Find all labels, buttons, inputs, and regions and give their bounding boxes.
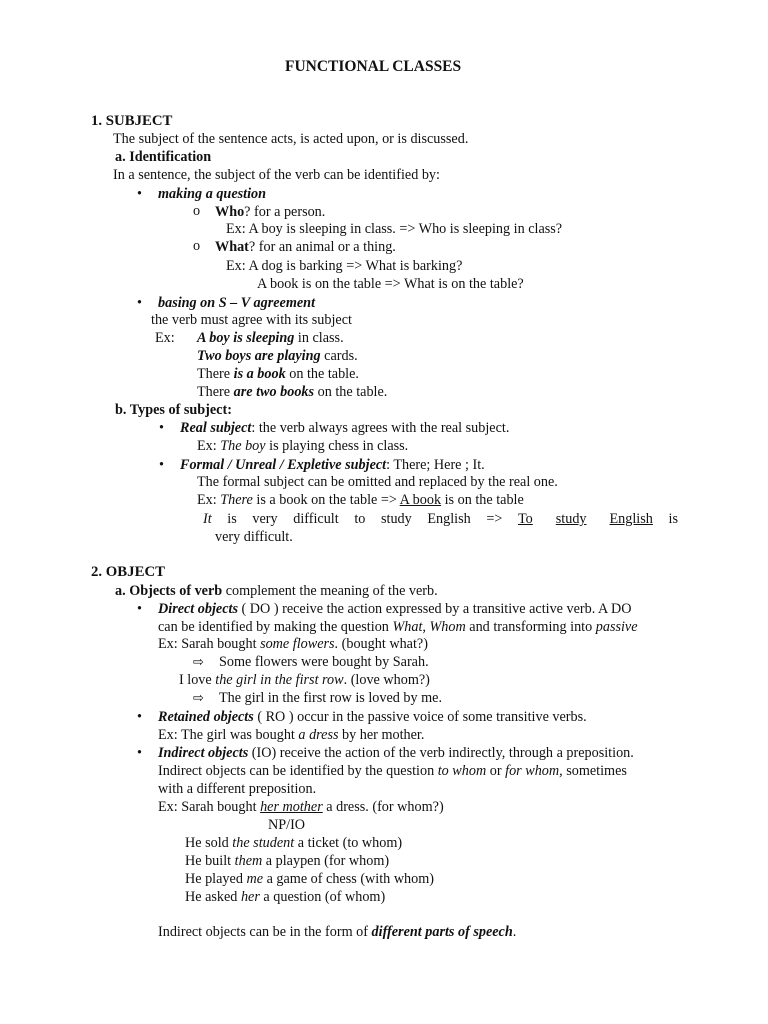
real-ex-rest: is playing chess in class. [265, 438, 409, 454]
io-np-label: NP/IO [268, 817, 306, 833]
io-ex-underline: her mother [260, 799, 323, 815]
io-s2-rest: a playpen (for whom) [262, 853, 390, 869]
io-s3-italic: me [246, 871, 264, 887]
do-example-1-passive: ⇨ Some flowers were bought by Sarah. [219, 654, 429, 671]
io-final-pre: Indirect objects can be in the form of [158, 924, 372, 940]
it-word: English [427, 511, 471, 527]
do-line2-italic-2: passive [595, 619, 638, 635]
it-word: => [486, 511, 503, 527]
formal-ex-pre: Ex: [197, 492, 221, 508]
ro-example [158, 727, 424, 744]
io-sentence-3 [185, 871, 434, 888]
formal-subject-text: : There; Here ; It. [386, 457, 485, 473]
real-ex-italic: The boy [220, 438, 266, 454]
real-subject-example [197, 438, 408, 455]
it-word: is [668, 511, 678, 527]
bullet-making-question: • making a question [158, 186, 266, 203]
it-underlined-phrase [518, 511, 653, 528]
objects-of-verb-text: complement the meaning of the verb. [222, 583, 438, 599]
formal-subject-example [197, 492, 524, 509]
io-example [158, 799, 444, 816]
it-word: is [227, 511, 237, 527]
what-example-1: Ex: A dog is barking => What is barking? [226, 258, 463, 274]
what-label: What [215, 239, 249, 255]
sv-text: the verb must agree with its subject [151, 312, 352, 328]
real-subject-label: Real subject [180, 420, 252, 436]
io-s2-pre: He built [185, 853, 235, 869]
subject-intro: The subject of the sentence acts, is acted upon, or is discussed. [113, 131, 469, 147]
io-s1-pre: He sold [185, 835, 233, 851]
sv-example-4 [197, 384, 387, 401]
who-text: ? for a person. [244, 204, 326, 220]
it-word: It [203, 511, 212, 527]
what-example-2: A book is on the table => What is on the table? [257, 276, 524, 292]
io-final-rest: . [512, 924, 517, 940]
io-line2-pre: Indirect objects can be identified by the question [158, 763, 438, 779]
who-line [215, 204, 325, 221]
do-ex1-pre: Ex: Sarah bought [158, 636, 261, 652]
bullet-retained-objects [158, 709, 587, 726]
sv-ex4-bold: are two books [233, 384, 315, 400]
do-ex2-italic: the girl in the first row [215, 672, 344, 688]
bullet-sv-agreement: • basing on S – V agreement [158, 295, 315, 312]
bullet-indirect-objects [158, 745, 634, 762]
sv-ex1-rest: in class. [294, 330, 344, 346]
bullet-real-subject [180, 420, 509, 437]
io-final-bold: different parts of speech [371, 924, 513, 940]
formal-subject-label: Formal / Unreal / Expletive subject [180, 457, 387, 473]
it-word: study [380, 511, 412, 527]
section-heading-subject: 1. SUBJECT [91, 113, 173, 129]
formal-subject-desc: The formal subject can be omitted and replaced by the real one. [197, 474, 558, 490]
sv-ex1-bold: A boy is sleeping [197, 330, 295, 346]
it-word: to [354, 511, 366, 527]
what-line [215, 239, 396, 256]
page-title: FUNCTIONAL CLASSES [285, 58, 462, 75]
io-s2-italic: them [234, 853, 263, 869]
do-ex1-rest: . (bought what?) [334, 636, 428, 652]
sv-ex2-rest: cards. [320, 348, 358, 364]
section-heading-object: 2. OBJECT [91, 564, 165, 580]
do-example-1 [158, 636, 428, 653]
do-line2-pre: can be identified by making the question [158, 619, 393, 635]
io-ex-rest: a dress. (for whom?) [322, 799, 444, 815]
do-line2-italic: What, Whom [392, 619, 466, 635]
who-label: Who [215, 204, 245, 220]
identification-heading: a. Identification [115, 149, 212, 165]
io-s4-italic: her [240, 889, 260, 905]
io-s4-rest: a question (of whom) [259, 889, 386, 905]
ro-ex-rest: by her mother. [338, 727, 425, 743]
sv-ex3-pre: There [197, 366, 234, 382]
bullet-direct-objects [158, 601, 632, 618]
io-line2-rest: sometimes [562, 763, 627, 779]
it-word: study [555, 511, 587, 527]
ro-ex-pre: Ex: The girl was bought [158, 727, 299, 743]
objects-of-verb-label: a. Objects of verb [115, 583, 223, 599]
it-example-cont: very difficult. [215, 529, 293, 545]
formal-ex-underline: A book [399, 492, 442, 508]
indirect-objects-text: (IO) receive the action of the verb indirectly, through a preposition. [248, 745, 634, 761]
io-s1-italic: the student [232, 835, 295, 851]
identification-intro: In a sentence, the subject of the verb can be identified by: [113, 167, 440, 183]
io-line2-italic-2: for whom, [505, 763, 563, 779]
objects-of-verb-line [115, 583, 438, 600]
direct-objects-label: Direct objects [158, 601, 238, 617]
io-sentence-1 [185, 835, 402, 852]
io-s3-pre: He played [185, 871, 247, 887]
io-sentence-4 [185, 889, 385, 906]
do-line2-mid: and transforming into [465, 619, 596, 635]
do-ex1-italic: some flowers [260, 636, 335, 652]
sv-ex3-bold: is a book [233, 366, 286, 382]
it-word: difficult [293, 511, 339, 527]
who-example: Ex: A boy is sleeping in class. => Who is sleeping in class? [226, 221, 563, 237]
it-word: very [252, 511, 278, 527]
retained-objects-text: ( RO ) occur in the passive voice of some transitive verbs. [253, 709, 587, 725]
what-text: ? for an animal or a thing. [248, 239, 396, 255]
sv-example-1 [197, 330, 344, 347]
direct-objects-line2 [158, 619, 638, 636]
sv-ex3-rest: on the table. [285, 366, 359, 382]
bullet-formal-subject [180, 457, 485, 474]
formal-ex-rest: is on the table [441, 492, 524, 508]
do-example-2-passive: ⇨ The girl in the first row is loved by me. [219, 690, 442, 707]
direct-objects-text: ( DO ) receive the action expressed by a transitive active verb. A DO [237, 601, 632, 617]
io-line3: with a different preposition. [158, 781, 317, 797]
do-ex2-pre: I love [179, 672, 216, 688]
it-word: To [517, 511, 533, 527]
io-line2 [158, 763, 627, 780]
sv-ex2-bold: Two boys are playing [197, 348, 321, 364]
sv-ex4-pre: There [197, 384, 234, 400]
io-sentence-2 [185, 853, 389, 870]
io-line2-italic: to whom [437, 763, 487, 779]
do-example-2 [179, 672, 430, 689]
sv-ex4-rest: on the table. [314, 384, 388, 400]
indirect-objects-label: Indirect objects [158, 745, 249, 761]
formal-ex-italic: There [220, 492, 253, 508]
io-ex-pre: Ex: Sarah bought [158, 799, 261, 815]
do-ex2-rest: . (love whom?) [343, 672, 430, 688]
formal-ex-mid: is a book on the table => [252, 492, 400, 508]
retained-objects-label: Retained objects [158, 709, 254, 725]
sv-example-3 [197, 366, 359, 383]
types-heading: b. Types of subject: [115, 402, 232, 418]
real-ex-pre: Ex: [197, 438, 221, 454]
io-s4-pre: He asked [185, 889, 241, 905]
sv-ex-label: Ex: [155, 330, 175, 346]
io-s3-rest: a game of chess (with whom) [263, 871, 435, 887]
io-final-line [158, 924, 516, 941]
real-subject-text: : the verb always agrees with the real subject. [251, 420, 510, 436]
io-line2-mid: or [486, 763, 506, 779]
it-example-line [203, 511, 678, 528]
it-word: English [609, 511, 653, 527]
io-s1-rest: a ticket (to whom) [294, 835, 403, 851]
sv-example-2 [197, 348, 358, 365]
ro-ex-italic: a dress [298, 727, 339, 743]
